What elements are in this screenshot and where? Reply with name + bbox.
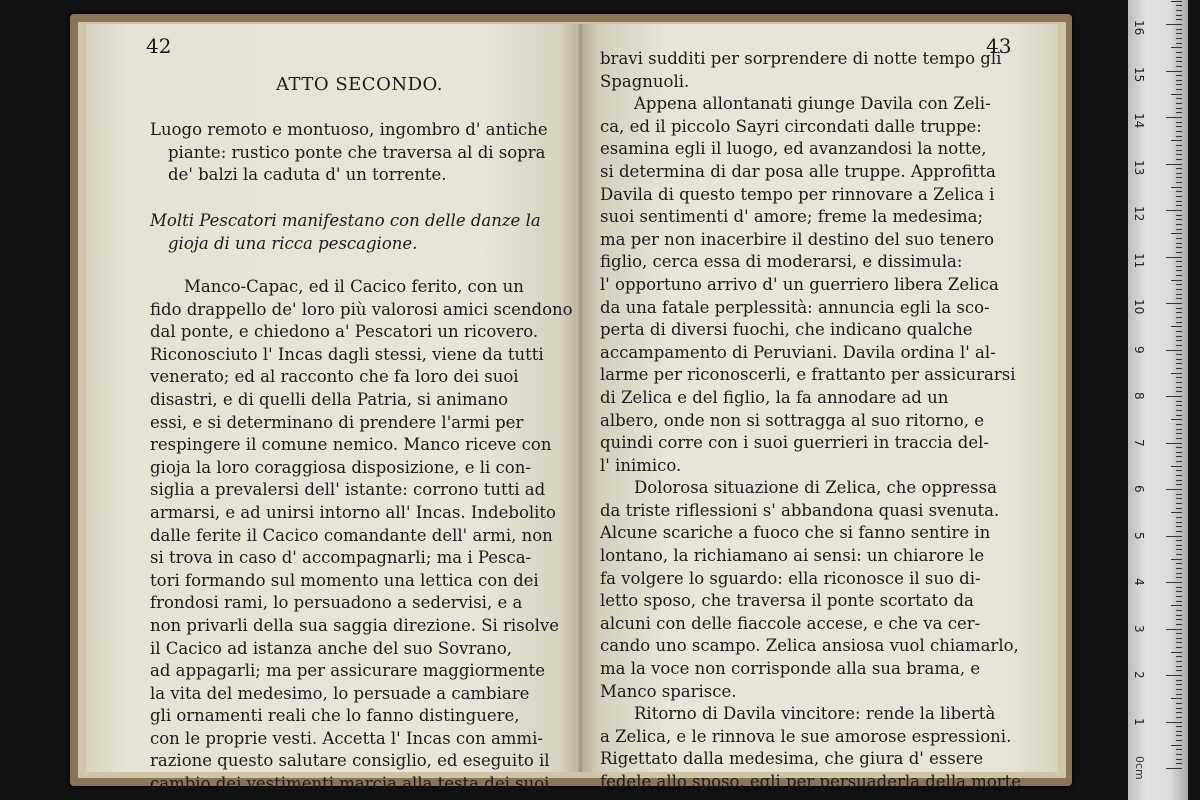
ruler-tick <box>1176 410 1182 411</box>
ruler-tick <box>1176 763 1182 764</box>
ruler-tick <box>1176 61 1182 62</box>
ruler-tick <box>1176 177 1182 178</box>
ruler-tick <box>1176 415 1182 416</box>
ruler-tick <box>1176 684 1182 685</box>
text-line: perta di diversi fuochi, che indicano qualche <box>600 320 973 340</box>
text-line: venerato; ed al racconto che fa loro dei suoi <box>150 367 519 387</box>
text-line: lontano, la richiamano ai sensi: un chiarore le <box>600 546 985 566</box>
ruler-tick <box>1176 205 1182 206</box>
right-page <box>582 24 1058 791</box>
ruler-tick <box>1176 656 1182 657</box>
text-line: Rigettato dalla medesima, che giura d' essere <box>600 749 984 769</box>
ruler-tick <box>1176 317 1182 318</box>
text-line: cando uno scampo. Zelica ansiosa vuol chiamarlo, <box>600 636 1019 656</box>
ruler-tick <box>1176 601 1182 602</box>
ruler-tick <box>1176 484 1182 485</box>
text-line: si trova in caso d' accompagnarli; ma i Pesca- <box>150 548 532 568</box>
ruler-tick <box>1176 647 1182 648</box>
ruler-tick <box>1176 294 1182 295</box>
ruler-tick <box>1176 308 1182 309</box>
text-line: Davila di questo tempo per rinnovare a Zelica i <box>600 184 995 204</box>
text-line: ca, ed il piccolo Sayri circondati dalle truppe: <box>600 116 982 136</box>
ruler-tick <box>1171 419 1182 420</box>
ruler-tick <box>1176 615 1182 616</box>
text-line: Alcune scariche a fuoco che si fanno sentire in <box>600 523 991 543</box>
ruler-tick <box>1176 517 1182 518</box>
ruler-tick <box>1166 210 1182 211</box>
text-line: figlio, cerca essa di moderarsi, e dissimula: <box>600 252 963 272</box>
ruler-tick <box>1176 359 1182 360</box>
text-line: l' inimico. <box>600 455 682 475</box>
ruler-tick <box>1166 443 1182 444</box>
ruler-tick <box>1176 340 1182 341</box>
ruler-tick <box>1176 438 1182 439</box>
ruler-tick <box>1176 224 1182 225</box>
ruler-tick <box>1166 24 1182 25</box>
body-text <box>150 276 573 796</box>
ruler-tick <box>1176 354 1182 355</box>
ruler-tick <box>1171 140 1182 141</box>
ruler-tick <box>1176 433 1182 434</box>
ruler-tick <box>1176 456 1182 457</box>
ruler-tick <box>1176 261 1182 262</box>
ruler-tick <box>1176 38 1182 39</box>
ruler-number: 3 <box>1132 624 1146 633</box>
text-line: Luogo remoto e montuoso, ingombro d' antiche <box>150 120 548 139</box>
ruler-tick <box>1176 191 1182 192</box>
ruler-tick <box>1176 284 1182 285</box>
ruler-tick <box>1176 312 1182 313</box>
text-line: gioja la loro coraggiosa disposizione, e li con- <box>150 457 531 477</box>
ruler-tick <box>1171 466 1182 467</box>
ruler-tick <box>1176 136 1182 137</box>
ruler-tick <box>1176 336 1182 337</box>
ruler-tick <box>1176 80 1182 81</box>
ruler-tick <box>1176 19 1182 20</box>
ruler-tick <box>1176 270 1182 271</box>
ruler-tick <box>1176 754 1182 755</box>
text-line: armarsi, e ad unirsi intorno all' Incas. Indebolito <box>150 502 556 522</box>
ruler-tick <box>1176 173 1182 174</box>
ruler-number: 7 <box>1132 438 1146 447</box>
text-line: fido drappello de' loro più valorosi amici scendono <box>150 299 573 319</box>
ruler-tick <box>1171 745 1182 746</box>
ruler-tick <box>1176 108 1182 109</box>
ruler-tick <box>1176 461 1182 462</box>
ruler-tick <box>1176 168 1182 169</box>
text-line: Ritorno di Davila vincitore: rende la libertà <box>634 704 996 724</box>
ruler-number: 10 <box>1132 299 1146 315</box>
text-line: il Cacico ad istanza anche del suo Sovrano, <box>150 638 513 658</box>
ruler-tick <box>1176 266 1182 267</box>
text-line: esamina egli il luogo, ed avanzandosi la notte, <box>600 139 987 159</box>
ruler-tick <box>1176 229 1182 230</box>
text-line: larme per riconoscerli, e frattanto per assicurarsi <box>600 365 1016 385</box>
ruler-tick <box>1176 52 1182 53</box>
ruler-tick <box>1176 554 1182 555</box>
text-line: suoi sentimenti d' amore; freme la medesima; <box>600 207 984 227</box>
act-heading: ATTO SECONDO. <box>276 74 443 95</box>
ruler-tick <box>1176 522 1182 523</box>
ruler-tick <box>1176 275 1182 276</box>
text-line: da una fatale perplessità: annuncia egli la sco- <box>600 297 990 317</box>
ruler-tick <box>1176 247 1182 248</box>
ruler-tick <box>1176 345 1182 346</box>
ruler-tick <box>1176 368 1182 369</box>
text-line: ma per non inacerbire il destino del suo tenero <box>600 229 995 249</box>
text-line: de' balzi la caduta d' un torrente. <box>168 165 447 185</box>
ruler-tick <box>1171 187 1182 188</box>
ruler-number: 5 <box>1132 531 1146 540</box>
text-line: Riconosciuto l' Incas dagli stessi, viene da tutti <box>150 344 544 364</box>
ruler-tick <box>1176 298 1182 299</box>
ruler-tick <box>1176 670 1182 671</box>
ruler-tick <box>1171 326 1182 327</box>
ruler-number: 11 <box>1132 252 1146 268</box>
ruler-tick <box>1176 726 1182 727</box>
text-line: di Zelica e del figlio, la fa annodare ad un <box>600 387 949 407</box>
ruler-number: 4 <box>1132 578 1146 586</box>
ruler-tick <box>1176 382 1182 383</box>
ruler-tick <box>1176 219 1182 220</box>
ruler-tick <box>1176 526 1182 527</box>
ruler-tick <box>1176 545 1182 546</box>
ruler-tick <box>1176 494 1182 495</box>
ruler-number: 13 <box>1132 159 1146 175</box>
ruler-tick <box>1176 429 1182 430</box>
ruler-tick <box>1176 480 1182 481</box>
text-line: alcuni con delle fiaccole accese, e che va cer- <box>600 613 981 633</box>
ruler-tick <box>1171 94 1182 95</box>
ruler-tick <box>1176 475 1182 476</box>
ruler-tick <box>1176 154 1182 155</box>
page-number: 43 <box>986 34 1012 58</box>
ruler-tick <box>1176 731 1182 732</box>
ruler-tick <box>1171 605 1182 606</box>
text-line: razione questo salutare consiglio, ed eseguito il <box>150 751 550 771</box>
ruler-tick <box>1176 596 1182 597</box>
ruler-tick <box>1166 71 1182 72</box>
ruler-tick <box>1176 238 1182 239</box>
ruler-number: 9 <box>1132 345 1146 354</box>
text-line: la vita del medesimo, lo persuade a cambiare <box>150 683 530 703</box>
ruler-tick <box>1166 303 1182 304</box>
ruler-tick <box>1176 57 1182 58</box>
ruler-tick <box>1176 289 1182 290</box>
text-line: quindi corre con i suoi guerrieri in traccia del- <box>600 433 989 453</box>
ruler-tick <box>1176 740 1182 741</box>
text-line: dal ponte, e chiedono a' Pescatori un ricovero. <box>150 322 539 342</box>
ruler-number: 6 <box>1132 485 1146 493</box>
ruler-tick <box>1171 47 1182 48</box>
ruler-tick <box>1176 735 1182 736</box>
ruler-tick <box>1176 331 1182 332</box>
ruler-tick <box>1176 182 1182 183</box>
ruler-tick <box>1176 10 1182 11</box>
ruler-tick <box>1171 512 1182 513</box>
ruler-tick <box>1176 503 1182 504</box>
ruler-tick <box>1176 15 1182 16</box>
ruler-tick <box>1176 391 1182 392</box>
measuring-ruler <box>1128 0 1188 800</box>
ruler-tick <box>1176 98 1182 99</box>
ruler-tick <box>1176 33 1182 34</box>
text-line: dalle ferite il Cacico comandante dell' armi, non <box>150 525 553 545</box>
ruler-tick <box>1176 610 1182 611</box>
ruler-tick <box>1176 633 1182 634</box>
ruler-tick <box>1166 536 1182 537</box>
text-line: gioja di una ricca pescagione. <box>168 233 418 253</box>
ruler-tick <box>1166 582 1182 583</box>
ruler-tick <box>1176 531 1182 532</box>
ruler-tick <box>1176 75 1182 76</box>
ruler-tick <box>1176 103 1182 104</box>
ruler-tick <box>1176 126 1182 127</box>
ruler-tick <box>1176 131 1182 132</box>
ruler-tick <box>1176 29 1182 30</box>
text-line: si determina di dar posa alle truppe. Approfitta <box>600 161 996 181</box>
ruler-tick <box>1176 619 1182 620</box>
ruler-number: 15 <box>1132 66 1146 82</box>
text-line: letto sposo, che traversa il ponte scortato da <box>600 591 974 611</box>
ruler-tick <box>1176 150 1182 151</box>
ruler-tick <box>1166 768 1182 769</box>
ruler-number: 12 <box>1132 206 1146 222</box>
stage-direction <box>150 210 570 255</box>
ruler-tick <box>1166 350 1182 351</box>
ruler-tick <box>1171 280 1182 281</box>
ruler-tick <box>1176 243 1182 244</box>
text-line: l' opportuno arrivo d' un guerriero libera Zelica <box>600 274 999 294</box>
ruler-tick <box>1166 257 1182 258</box>
text-line: ma la voce non corrisponde alla sua brama, e <box>600 659 981 679</box>
ruler-tick <box>1176 89 1182 90</box>
text-line: fedele allo sposo, egli per persuaderla della morte <box>600 772 1022 791</box>
ruler-tick <box>1171 233 1182 234</box>
ruler-tick <box>1176 447 1182 448</box>
ruler-tick <box>1176 215 1182 216</box>
ruler-tick <box>1176 401 1182 402</box>
text-line: fa volgere lo sguardo: ella riconosce il suo di- <box>600 568 981 588</box>
text-line: respingere il comune nemico. Manco riceve con <box>150 435 552 455</box>
ruler-tick <box>1176 405 1182 406</box>
ruler-tick <box>1176 708 1182 709</box>
ruler-number: 14 <box>1132 113 1146 129</box>
text-line: gli ornamenti reali che lo fanno distinguere, <box>150 706 520 726</box>
text-line: a Zelica, e le rinnova le sue amorose espressioni. <box>600 726 1012 746</box>
ruler-tick <box>1176 712 1182 713</box>
ruler-tick <box>1176 540 1182 541</box>
ruler-number: 8 <box>1132 392 1146 400</box>
text-line: Appena allontanati giunge Davila con Zeli- <box>634 94 991 114</box>
text-line: Molti Pescatori manifestano con delle danze la <box>150 211 541 230</box>
ruler-tick <box>1176 563 1182 564</box>
ruler-tick <box>1176 363 1182 364</box>
text-line: piante: rustico ponte che traversa al di sopra <box>168 142 546 162</box>
ruler-tick <box>1176 84 1182 85</box>
ruler-tick <box>1176 66 1182 67</box>
ruler-tick <box>1171 373 1182 374</box>
text-line: non privarli della sua saggia direzione. Si risolve <box>150 615 559 635</box>
ruler-number: 1 <box>1132 717 1146 726</box>
text-line: Dolorosa situazione di Zelica, che oppressa <box>634 478 997 498</box>
ruler-tick <box>1176 642 1182 643</box>
ruler-tick <box>1176 377 1182 378</box>
ruler-tick <box>1171 652 1182 653</box>
text-line: accampamento di Peruviani. Davila ordina l' al- <box>600 342 996 362</box>
ruler-tick <box>1176 43 1182 44</box>
ruler-tick <box>1176 573 1182 574</box>
ruler-tick <box>1176 749 1182 750</box>
ruler-tick <box>1176 452 1182 453</box>
ruler-tick <box>1166 675 1182 676</box>
text-line: disastri, e di quelli della Patria, si animano <box>150 389 509 409</box>
text-line: bravi sudditi per sorprendere di notte tempo gli <box>600 49 1002 68</box>
text-line: essi, e si determinano di prendere l'armi per <box>150 412 524 432</box>
ruler-tick <box>1176 703 1182 704</box>
left-page <box>86 24 580 794</box>
ruler-tick <box>1166 117 1182 118</box>
text-line: ad appagarli; ma per assicurare maggiormente <box>150 661 545 681</box>
ruler-tick <box>1176 666 1182 667</box>
ruler-tick <box>1176 694 1182 695</box>
text-line: albero, onde non si sottragga al suo ritorno, e <box>600 410 984 430</box>
ruler-tick <box>1176 252 1182 253</box>
text-line: siglia a prevalersi dell' istante: corrono tutti ad <box>150 480 546 500</box>
ruler-tick <box>1176 196 1182 197</box>
ruler-tick <box>1176 145 1182 146</box>
ruler-tick <box>1176 689 1182 690</box>
ruler-tick <box>1176 424 1182 425</box>
ruler-tick <box>1176 322 1182 323</box>
text-line: Manco sparisce. <box>600 681 737 701</box>
ruler-tick <box>1171 1 1182 2</box>
text-line: Spagnuoli. <box>600 71 690 91</box>
ruler-tick <box>1171 698 1182 699</box>
scene-setting <box>150 119 570 187</box>
ruler-tick <box>1176 470 1182 471</box>
ruler-tick <box>1166 722 1182 723</box>
ruler-number: 16 <box>1132 20 1146 36</box>
ruler-tick <box>1176 387 1182 388</box>
ruler-tick <box>1176 508 1182 509</box>
ruler-tick <box>1176 624 1182 625</box>
ruler-tick <box>1166 629 1182 630</box>
ruler-tick <box>1166 396 1182 397</box>
text-line: tori formando sul momento una lettica con dei <box>150 570 539 590</box>
ruler-tick <box>1176 591 1182 592</box>
ruler-tick <box>1176 577 1182 578</box>
ruler-tick <box>1176 112 1182 113</box>
ruler-number: 2 <box>1132 671 1146 679</box>
ruler-tick <box>1176 661 1182 662</box>
ruler-tick <box>1171 559 1182 560</box>
ruler-tick <box>1176 159 1182 160</box>
ruler-tick <box>1176 549 1182 550</box>
ruler-tick <box>1176 498 1182 499</box>
ruler-tick <box>1176 568 1182 569</box>
ruler-tick <box>1176 122 1182 123</box>
page-number: 42 <box>146 34 172 58</box>
text-line: con le proprie vesti. Accetta l' Incas con ammi- <box>150 728 543 748</box>
text-line: Manco-Capac, ed il Cacico ferito, con un <box>184 277 524 296</box>
ruler-tick <box>1176 717 1182 718</box>
ruler-tick <box>1176 638 1182 639</box>
ruler-tick <box>1166 489 1182 490</box>
text-line: cambio dei vestimenti marcia alla testa dei suoi <box>150 774 550 794</box>
body-text <box>600 48 1040 794</box>
ruler-tick <box>1176 587 1182 588</box>
ruler-unit-label: 0cm <box>1133 756 1146 780</box>
ruler-tick <box>1176 759 1182 760</box>
text-line: da triste riflessioni s' abbandona quasi svenuta. <box>600 500 1000 520</box>
ruler-tick <box>1176 201 1182 202</box>
text-line: frondosi rami, lo persuadono a sedervisi, e a <box>150 593 523 613</box>
ruler-tick <box>1176 680 1182 681</box>
ruler-tick <box>1166 164 1182 165</box>
ruler-tick <box>1176 5 1182 6</box>
